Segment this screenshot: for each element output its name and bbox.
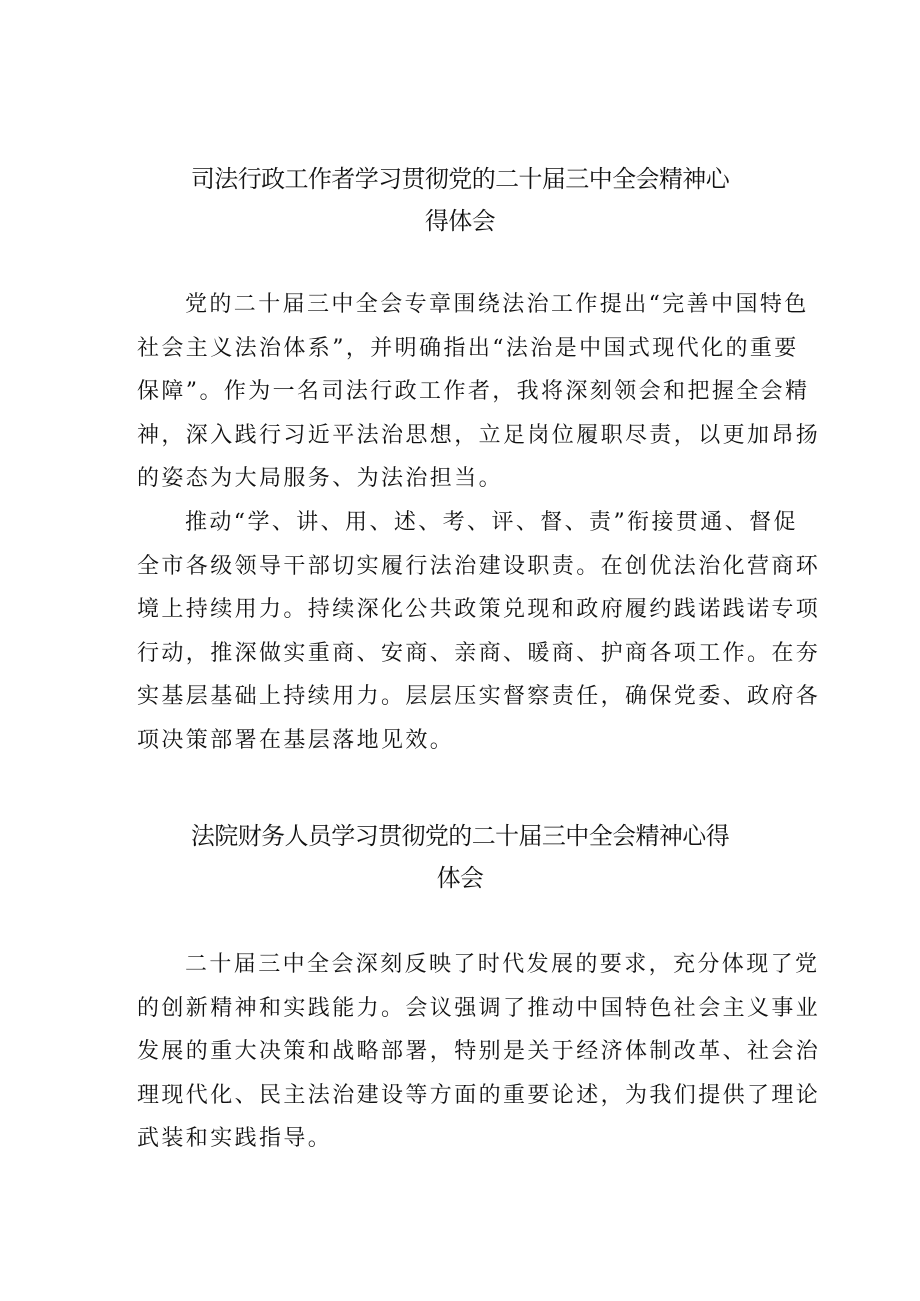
paragraph-line: 神，深入践行习近平法治思想，立足岗位履职尽责，以更加昂扬 [137, 422, 821, 448]
paragraph-line: 社会主义法治体系”，并明确指出“法治是中国式现代化的重要 [137, 335, 799, 361]
paragraph-line: 二十届三中全会深刻反映了时代发展的要求，充分体现了党 [185, 952, 820, 977]
section-1-paragraph-2 [137, 501, 821, 762]
paragraph-line: 保障”。作为一名司法行政工作者，我将深刻领会和把握全会精 [137, 379, 810, 404]
paragraph-line: 项决策部署在基层落地见效。 [137, 727, 455, 753]
section-2-title-line-1: 法院财务人员学习贯彻党的二十届三中全会精神心得 [190, 822, 730, 850]
paragraph-line: 行动，推深做实重商、安商、亲商、暖商、护商各项工作。在夯 [137, 640, 821, 666]
section-1-paragraph-1 [137, 283, 821, 501]
section-1-title [130, 158, 790, 242]
paragraph-line: 境上持续用力。持续深化公共政策兑现和政府履约践诺践诺专项 [137, 597, 821, 622]
section-2-title-line-2: 体会 [436, 864, 484, 892]
paragraph-line: 发展的重大决策和战略部署，特别是关于经济体制改革、社会治 [137, 1039, 821, 1064]
section-1-title-line-1: 司法行政工作者学习贯彻党的二十届三中全会精神心 [190, 165, 730, 193]
paragraph-line: 实基层基础上持续用力。层层压实督察责任，确保党委、政府各 [137, 684, 821, 709]
section-2-paragraph-1 [137, 943, 821, 1161]
section-2-title [130, 815, 790, 899]
paragraph-line: 党的二十届三中全会专章围绕法治工作提出“完善中国特色 [185, 292, 809, 317]
paragraph-line: 的姿态为大局服务、为法治担当。 [137, 466, 504, 491]
paragraph-line: 理现代化、民主法治建设等方面的重要论述，为我们提供了理论 [137, 1082, 821, 1108]
section-1-title-line-2: 得体会 [424, 207, 496, 235]
paragraph-line: 武装和实践指导。 [137, 1126, 333, 1151]
paragraph-line: 的创新精神和实践能力。会议强调了推动中国特色社会主义事业 [137, 995, 821, 1021]
paragraph-line: 全市各级领导干部切实履行法治建设职责。在创优法治化营商环 [137, 553, 821, 579]
paragraph-line: 推动“学、讲、用、述、考、评、督、责”衔接贯通、督促 [185, 510, 798, 535]
